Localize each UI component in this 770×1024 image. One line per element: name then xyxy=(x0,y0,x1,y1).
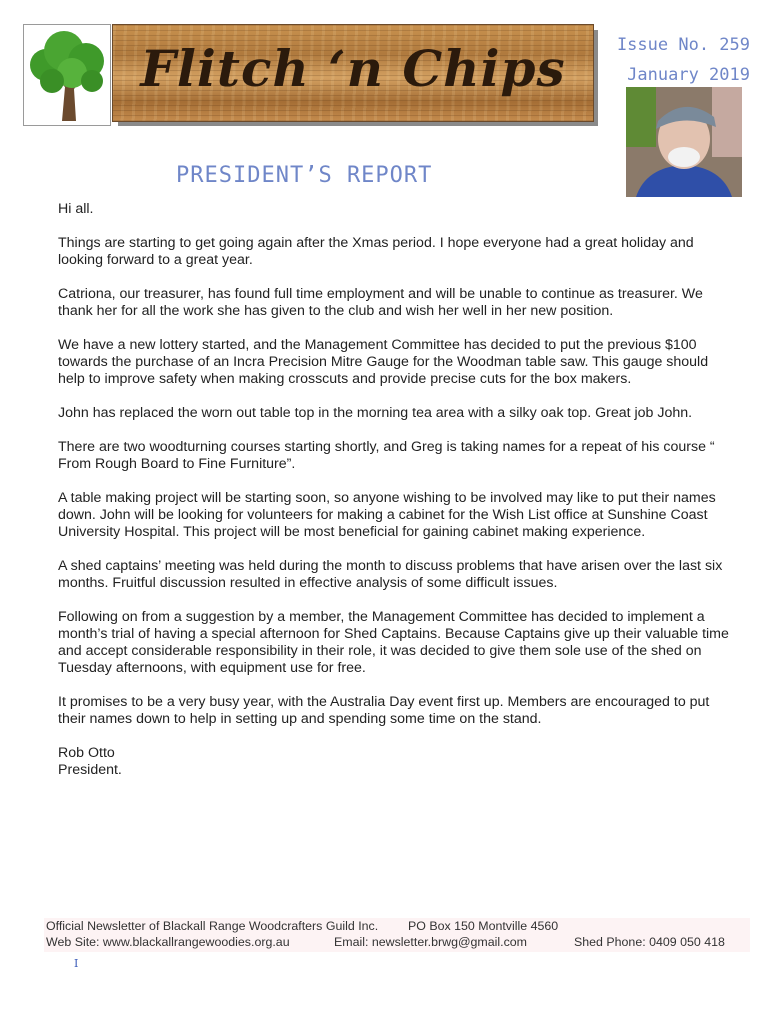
issue-date: January 2019 xyxy=(627,65,750,85)
tree-icon xyxy=(24,25,110,125)
footer-newsletter-name: Official Newsletter of Blackall Range Woodcrafters Guild Inc. xyxy=(46,919,379,933)
footer-website[interactable]: Web Site: www.blackallrangewoodies.org.au xyxy=(46,935,290,949)
signoff-name: Rob Otto xyxy=(58,745,115,761)
paragraph: Hi all. xyxy=(58,201,94,217)
report-body xyxy=(58,201,738,779)
paragraph: We have a new lottery started, and the Management Committee has decided to put the previous $100 towards the purchase of an Incra Precision Mitre Gauge for the Woodman table saw. This gauge should help to improve safety when making crosscuts and provide precise cuts for the box makers. xyxy=(58,337,709,387)
newsletter-footer xyxy=(44,918,750,952)
paragraph: It promises to be a very busy year, with the Australia Day event first up. Members are encouraged to put their names down to help in setting up and spending some time on the stand. xyxy=(58,694,710,727)
paragraph: John has replaced the worn out table top in the morning tea area with a silky oak top. Great job John. xyxy=(58,405,693,421)
footer-po-box: PO Box 150 Montville 4560 xyxy=(408,919,559,933)
paragraph: A table making project will be starting soon, so anyone wishing to be involved may like to put their names down. John will be looking for volunteers for making a cabinet for the Wish List office at Sunshine Coast University Hospital. This project will be most beneficial for gaining cabinet making experience. xyxy=(58,490,716,540)
report-title: PRESIDENT’S REPORT xyxy=(176,163,433,188)
paragraph: Catriona, our treasurer, has found full time employment and will be unable to continue as treasurer. We thank her for all the work she has given to the club and wish her well in her new position. xyxy=(58,286,703,319)
footer-shed-phone: Shed Phone: 0409 050 418 xyxy=(574,935,725,949)
issue-number: Issue No. 259 xyxy=(616,35,750,55)
paragraph: There are two woodturning courses starting shortly, and Greg is taking names for a repeat of his course “ From Rough Board to Fine Furniture”. xyxy=(58,439,715,472)
newsletter-title: Flitch ‘n Chips xyxy=(140,39,566,98)
signoff-role: President. xyxy=(58,762,122,778)
page-marker: I xyxy=(74,957,79,970)
paragraph: Following on from a suggestion by a member, the Management Committee has decided to implement a month’s trial of having a special afternoon for Shed Captains. Because Captains give up their valuable time and accept considerable responsibility in their role, it was decided to give them sole use of the shed on Tuesday afternoons, with equipment use for free. xyxy=(58,609,729,676)
masthead-banner xyxy=(112,24,594,122)
issue-info xyxy=(617,30,750,90)
portrait-image xyxy=(626,87,742,197)
club-logo-tree xyxy=(23,24,111,126)
president-photo xyxy=(626,87,742,197)
footer-email[interactable]: Email: newsletter.brwg@gmail.com xyxy=(334,935,527,949)
paragraph: Things are starting to get going again after the Xmas period. I hope everyone had a great holiday and looking forward to a great year. xyxy=(58,235,694,268)
paragraph: A shed captains’ meeting was held during the month to discuss problems that have arisen over the last six months. Fruitful discussion resulted in effective analysis of some difficult issues. xyxy=(58,558,723,591)
